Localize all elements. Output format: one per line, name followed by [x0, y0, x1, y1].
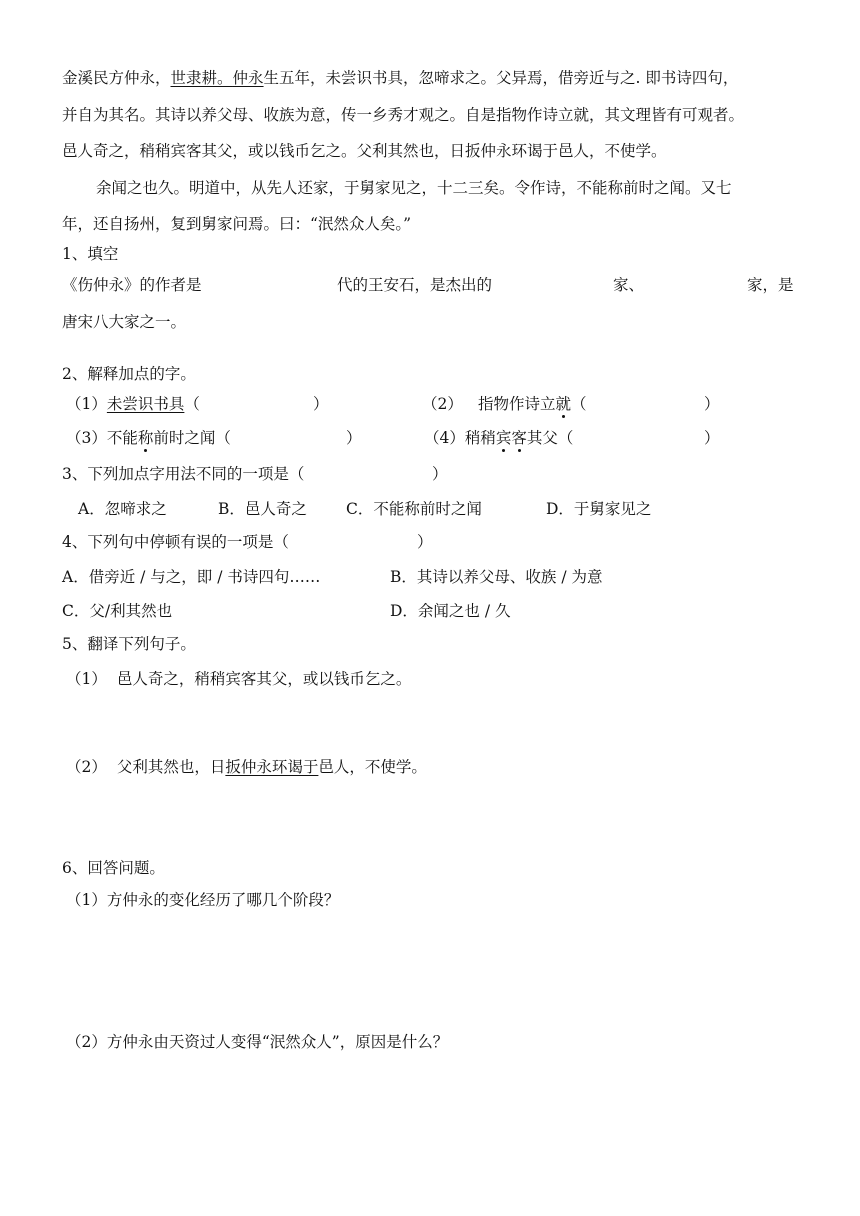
passage-line-2: 并自为其名。其诗以养父母、收族为意，传一乡秀才观之。自是指物作诗立就，其文理皆有可观者。: [62, 106, 745, 124]
q2-item-2-num: （2）: [422, 395, 463, 413]
q4-option-a: A．借旁近 / 与之，即 / 书诗四句……: [62, 568, 321, 586]
q6-heading: 6、回答问题。: [62, 859, 165, 877]
underlined-phrase: 未尝识书具: [106, 395, 185, 413]
passage-line-1: [62, 66, 738, 88]
emphasis-dot-char: 称: [137, 429, 154, 447]
q2-item-2: 指物作诗立就（: [478, 395, 587, 413]
q3-option-a: A．忽啼求之: [78, 500, 167, 518]
q1-heading: 1、填空: [62, 245, 119, 263]
q2-heading: 2、解释加点的字。: [62, 365, 196, 383]
q3-option-d: D．于舅家见之: [546, 500, 652, 518]
q2-item-4-close: ）: [704, 429, 720, 447]
q4-heading: 4、下列句中停顿有误的一项是（: [62, 533, 289, 551]
q1-text-d: 家，是: [747, 276, 794, 294]
passage-text: 生五年，未尝识书具，忽啼求之。父异焉，借旁近与之. 即书诗四句，: [263, 69, 739, 87]
q4-option-c: C．父/利其然也: [62, 602, 173, 620]
underlined-name: 仲永: [232, 69, 264, 87]
q5-sentence-1: （1） 邑人奇之，稍稍宾客其父，或以钱币乞之。: [66, 670, 412, 688]
q2-item-2-close: ）: [704, 395, 720, 413]
q2-item-3-close: ）: [346, 429, 362, 447]
q1-text-b: 代的王安石，是杰出的: [337, 276, 493, 294]
passage-text: 金溪民方仲永，: [62, 69, 171, 87]
q2-item-4: （4）稍稍宾客其父（: [424, 429, 574, 447]
q1-text-a: 《伤仲永》的作者是: [62, 276, 202, 294]
q6-question-1: （1）方仲永的变化经历了哪几个阶段？: [66, 891, 340, 909]
q5-sentence-2: （2） 父利其然也，日扳仲永环谒于邑人，不使学。: [66, 758, 427, 776]
q4-option-d: D．余闻之也 / 久: [390, 602, 511, 620]
q3-heading-close: ）: [432, 465, 448, 483]
passage-line-5: 年，还自扬州，复到舅家问焉。曰：“泯然众人矣。”: [62, 215, 412, 233]
q1-line-2: 唐宋八大家之一。: [62, 313, 187, 331]
q2-item-3: （3）不能称前时之闻（: [66, 429, 231, 447]
q3-heading: 3、下列加点字用法不同的一项是（: [62, 465, 305, 483]
emphasis-dot-char: 宾: [495, 429, 512, 447]
q4-option-b: B．其诗以养父母、收族 / 为意: [390, 568, 603, 586]
q6-question-2: （2）方仲永由天资过人变得“泯然众人”，原因是什么？: [66, 1033, 449, 1051]
underlined-phrase: 世隶耕。: [170, 69, 233, 87]
underlined-phrase: 扳仲永环谒于: [225, 758, 319, 776]
q4-heading-close: ）: [417, 533, 433, 551]
emphasis-dot-char: 就: [555, 395, 572, 413]
q3-option-c: C．不能称前时之闻: [346, 500, 482, 518]
passage-line-4: 余闻之也久。明道中，从先人还家，于舅家见之，十二三矣。令作诗，不能称前时之闻。又七: [96, 179, 732, 197]
q3-option-b: B．邑人奇之: [218, 500, 307, 518]
q2-item-1: （1）未尝识书具（: [66, 395, 200, 413]
passage-line-3: 邑人奇之，稍稍宾客其父，或以钱币乞之。父利其然也，日扳仲永环谒于邑人，不使学。: [62, 142, 667, 160]
q2-item-1-close: ）: [313, 395, 329, 413]
emphasis-dot-char: 客: [511, 429, 527, 447]
q5-heading: 5、翻译下列句子。: [62, 635, 196, 653]
q1-text-c: 家、: [613, 276, 645, 294]
